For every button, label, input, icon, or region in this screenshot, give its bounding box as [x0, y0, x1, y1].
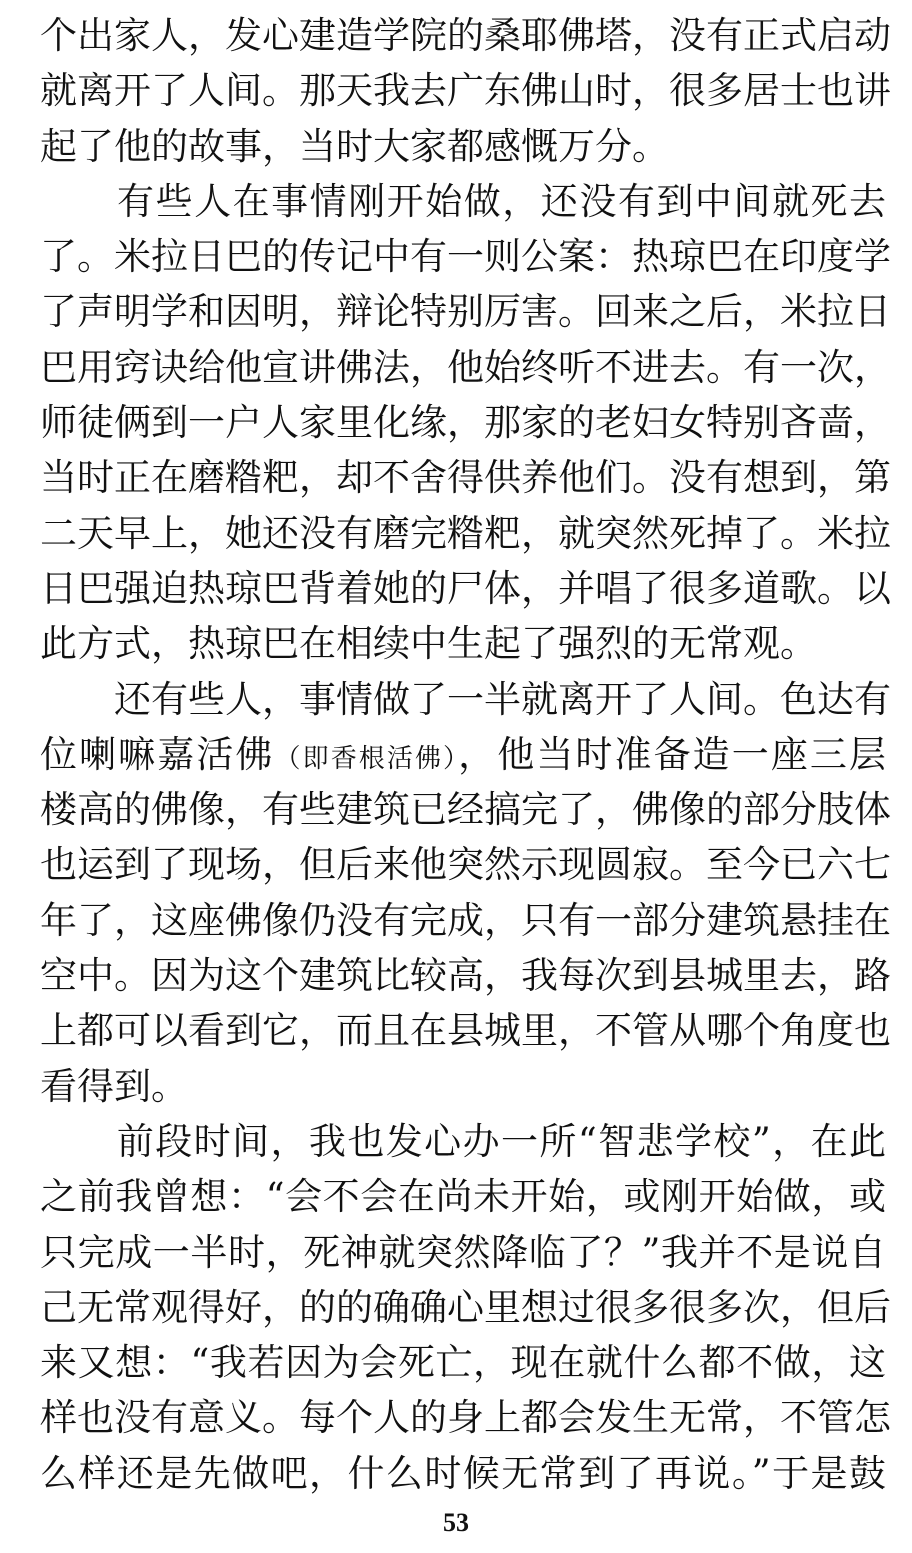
text-line: 巴用窍诀给他宣讲佛法，他始终听不进去。有一次，: [40, 345, 891, 389]
text-segment: 位喇嘛嘉活佛: [40, 732, 275, 776]
text-line: 日巴强迫热琼巴背着她的尸体，并唱了很多道歌。以: [40, 566, 891, 610]
text-line: 楼高的佛像，有些建筑已经搞完了，佛像的部分肢体: [40, 788, 891, 832]
text-line: 前段时间，我也发心办一所“智悲学校”，在此: [40, 1119, 886, 1163]
inline-note: （即香根活佛）: [274, 743, 459, 774]
text-segment: ，他当时准备造一座三层: [458, 732, 887, 776]
text-line: 也运到了现场，但后来他突然示现圆寂。至今已六七: [40, 843, 891, 887]
text-line: 还有些人，事情做了一半就离开了人间。色达有: [40, 677, 891, 721]
text-line: 看得到。: [40, 1064, 188, 1108]
text-line: 只完成一半时，死神就突然降临了？”我并不是说自: [40, 1230, 886, 1274]
text-line-with-note: [40, 727, 886, 782]
text-line: 此方式，热琼巴在相续中生起了强烈的无常观。: [40, 622, 817, 666]
text-line: 样也没有意义。每个人的身上都会发生无常，不管怎: [40, 1396, 891, 1440]
text-line: 师徒俩到一户人家里化缘，那家的老妇女特别吝啬，: [40, 401, 891, 445]
text-line: 了声明学和因明，辩论特别厉害。回来之后，米拉日: [40, 290, 891, 334]
text-line: 来又想：“我若因为会死亡，现在就什么都不做，这: [40, 1341, 886, 1385]
text-line: 二天早上，她还没有磨完糌粑，就突然死掉了。米拉: [40, 511, 891, 555]
text-line: 有些人在事情刚开始做，还没有到中间就死去: [40, 179, 886, 223]
body-text: [40, 8, 891, 1501]
text-line: 了。米拉日巴的传记中有一则公案：热琼巴在印度学: [40, 235, 891, 279]
text-line: 之前我曾想：“会不会在尚未开始，或刚开始做，或: [40, 1175, 886, 1219]
text-line: 空中。因为这个建筑比较高，我每次到县城里去，路: [40, 954, 891, 998]
text-line: 年了，这座佛像仍没有完成，只有一部分建筑悬挂在: [40, 898, 891, 942]
text-line: 当时正在磨糌粑，却不舍得供养他们。没有想到，第: [40, 456, 891, 500]
text-line: 上都可以看到它，而且在县城里，不管从哪个角度也: [40, 1009, 891, 1053]
text-line: 就离开了人间。那天我去广东佛山时，很多居士也讲: [40, 69, 891, 113]
text-line: 么样还是先做吧，什么时候无常到了再说。”于是鼓: [40, 1451, 886, 1495]
text-line: 个出家人，发心建造学院的桑耶佛塔，没有正式启动: [40, 14, 891, 57]
text-line: 起了他的故事，当时大家都感慨万分。: [40, 124, 669, 168]
text-line: 己无常观得好，的的确确心里想过很多很多次，但后: [40, 1285, 891, 1329]
page-number: 53: [443, 1508, 469, 1537]
